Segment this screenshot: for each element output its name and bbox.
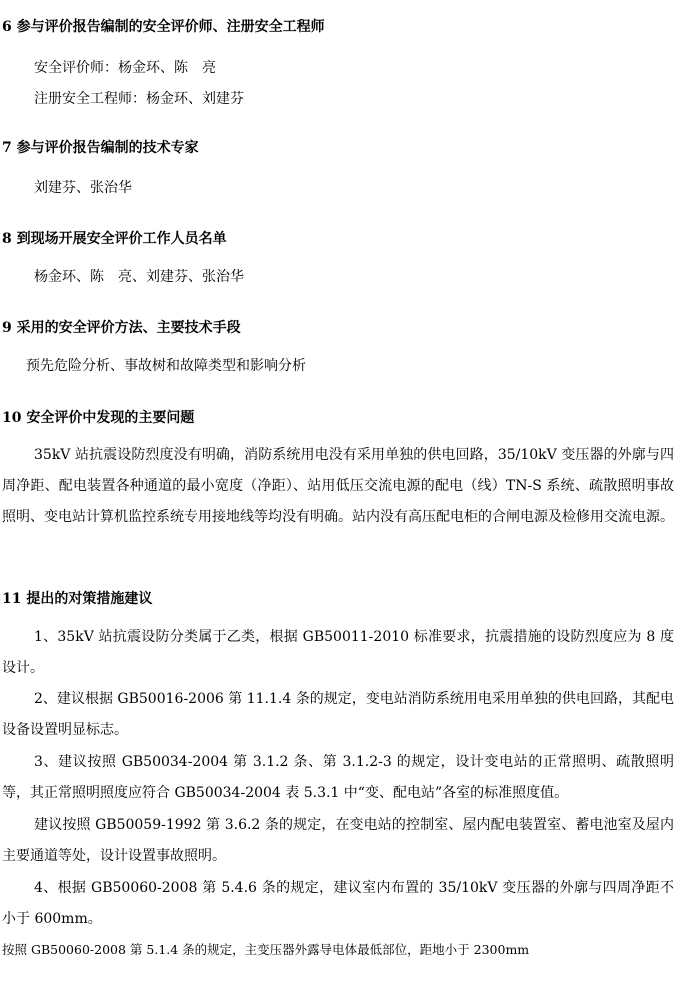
section-7-line-1: 刘建芬、张治华	[34, 180, 132, 196]
section-11-item-4-text: 4、根据 GB50060-2008 第 5.4.6 条的规定，建议室内布置的 35/10kV 变压器的外廓与四周净距不小于 600mm。	[2, 880, 674, 927]
section-11-item-1-text: 1、35kV 站抗震设防分类属于乙类，根据 GB50011-2010 标准要求，抗震措施的设防烈度应为 8 度设计。	[2, 629, 674, 676]
section-6-line-2: 注册安全工程师：杨金环、刘建芬	[34, 91, 244, 107]
section-11-item-3-text: 3、建议按照 GB50034-2004 第 3.1.2 条、第 3.1.2-3 的规定，设计变电站的正常照明、疏散照明等，其正常照明照度应符合 GB50034-2004 表 5.3.1 中“变、配电站”各室的标准照度值。	[2, 754, 674, 801]
section-8-line-1: 杨金环、陈 亮、刘建芬、张治华	[34, 269, 244, 285]
section-10-heading: 10 安全评价中发现的主要问题	[2, 410, 195, 426]
section-11-item-4	[2, 873, 674, 935]
section-10-text: 35kV 站抗震设防烈度没有明确，消防系统用电没有采用单独的供电回路，35/10kV 变压器的外廓与四周净距、配电装置各种通道的最小宽度（净距）、站用低压交流电源的配电（线）TN-S 系统、疏散照明事故照明、变电站计算机监控系统专用接地线等均没有明确。站内没有高压配电柜的合闸电源及检修用交流电源。	[2, 447, 674, 525]
section-11-item-3b	[2, 810, 674, 872]
section-6-heading: 6 参与评价报告编制的安全评价师、注册安全工程师	[2, 19, 325, 35]
section-11-last-line: 按照 GB50060-2008 第 5.1.4 条的规定，主变压器外露导电体最低部位，距地小于 2300mm	[2, 942, 530, 957]
section-11-item-3	[2, 747, 674, 809]
section-7-heading: 7 参与评价报告编制的技术专家	[2, 140, 199, 156]
section-11-item-3b-text: 建议按照 GB50059-1992 第 3.6.2 条的规定，在变电站的控制室、屋内配电装置室、蓄电池室及屋内主要通道等处，设计设置事故照明。	[2, 817, 674, 864]
section-11-heading: 11 提出的对策措施建议	[2, 591, 153, 607]
section-11-item-2-text: 2、建议根据 GB50016-2006 第 11.1.4 条的规定，变电站消防系统用电采用单独的供电回路，其配电设备设置明显标志。	[2, 691, 674, 738]
section-6-line-1: 安全评价师：杨金环、陈 亮	[34, 60, 216, 76]
section-9-line-1: 预先危险分析、事故树和故障类型和影响分析	[26, 358, 306, 374]
section-10-paragraph	[2, 440, 674, 533]
section-11-item-2	[2, 684, 674, 746]
section-11-item-1	[2, 622, 674, 684]
section-9-heading: 9 采用的安全评价方法、主要技术手段	[2, 320, 241, 336]
section-8-heading: 8 到现场开展安全评价工作人员名单	[2, 231, 227, 247]
